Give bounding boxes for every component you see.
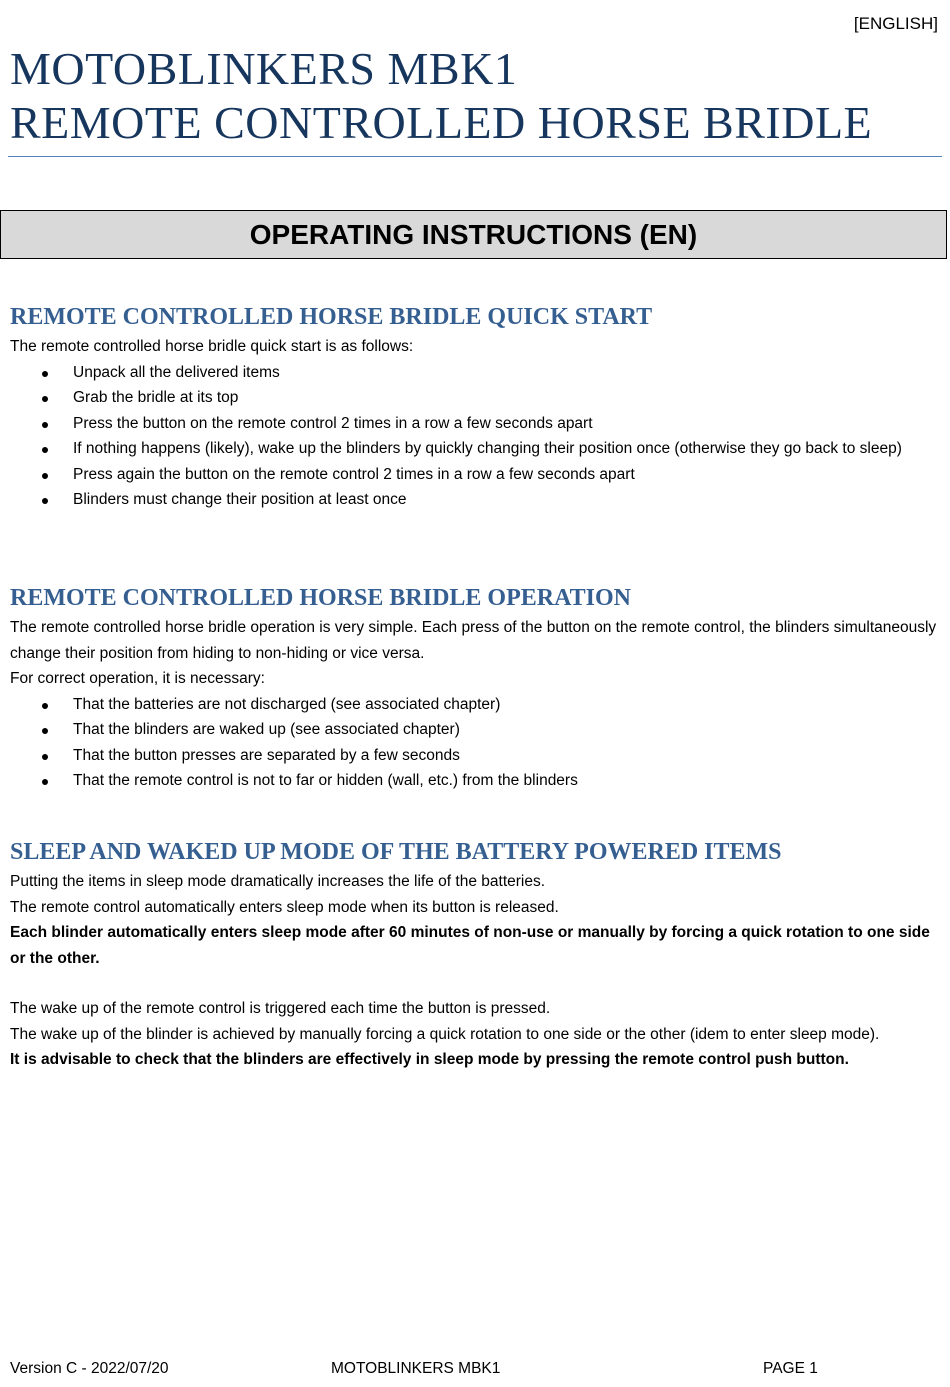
list-item: Blinders must change their position at least once xyxy=(10,487,940,513)
sleep-mode-p4: The wake up of the remote control is triggered each time the button is pressed. xyxy=(10,1000,551,1017)
list-item: Unpack all the delivered items xyxy=(10,360,940,386)
list-item: Press the button on the remote control 2 times in a row a few seconds apart xyxy=(10,411,940,437)
sleep-mode-section xyxy=(10,837,940,1073)
title-line-2: REMOTE CONTROLLED HORSE BRIDLE xyxy=(10,97,873,148)
bullet-icon xyxy=(42,728,48,734)
spacer xyxy=(10,971,940,996)
quick-start-section xyxy=(10,302,940,513)
bullet-icon xyxy=(42,447,48,453)
operation-list xyxy=(10,692,940,794)
list-item: That the remote control is not to far or hidden (wall, etc.) from the blinders xyxy=(10,768,940,794)
bullet-icon xyxy=(42,422,48,428)
bullet-icon xyxy=(42,703,48,709)
list-item: If nothing happens (likely), wake up the blinders by quickly changing their position once (otherwise they go back to sleep) xyxy=(10,436,940,462)
footer-page-number: PAGE 1 xyxy=(763,1360,818,1377)
bullet-icon xyxy=(42,371,48,377)
bullet-icon xyxy=(42,754,48,760)
operation-heading: REMOTE CONTROLLED HORSE BRIDLE OPERATION xyxy=(10,585,631,611)
list-item: Grab the bridle at its top xyxy=(10,385,940,411)
bullet-icon xyxy=(42,396,48,402)
list-item: That the batteries are not discharged (see associated chapter) xyxy=(10,692,940,718)
footer-product: MOTOBLINKERS MBK1 xyxy=(331,1360,501,1377)
bullet-icon xyxy=(42,473,48,479)
list-item: That the blinders are waked up (see associated chapter) xyxy=(10,717,940,743)
quick-start-list xyxy=(10,360,940,513)
sleep-mode-p1: Putting the items in sleep mode dramatically increases the life of the batteries. xyxy=(10,873,546,890)
sleep-mode-p3: Each blinder automatically enters sleep mode after 60 minutes of non-use or manually by forcing a quick rotation to one side or the other. xyxy=(10,924,930,967)
title-divider xyxy=(8,156,942,157)
operation-requirement-intro: For correct operation, it is necessary: xyxy=(10,670,265,687)
bullet-icon xyxy=(42,498,48,504)
document-title xyxy=(10,42,940,150)
banner-text: OPERATING INSTRUCTIONS (EN) xyxy=(249,218,698,250)
list-item: Press again the button on the remote control 2 times in a row a few seconds apart xyxy=(10,462,940,488)
list-item: That the button presses are separated by a few seconds xyxy=(10,743,940,769)
operation-intro: The remote controlled horse bridle operation is very simple. Each press of the button on the remote control, the blinders simultaneously change their position from hiding to non-hiding or vice versa. xyxy=(10,619,937,662)
title-line-1: MOTOBLINKERS MBK1 xyxy=(10,43,518,94)
sleep-mode-heading: SLEEP AND WAKED UP MODE OF THE BATTERY POWERED ITEMS xyxy=(10,839,782,865)
quick-start-intro: The remote controlled horse bridle quick start is as follows: xyxy=(10,338,414,355)
language-tag: [ENGLISH] xyxy=(853,14,938,33)
sleep-mode-p5: The wake up of the blinder is achieved by manually forcing a quick rotation to one side or the other (idem to enter sleep mode). xyxy=(10,1025,880,1043)
operating-instructions-banner xyxy=(0,210,947,259)
bullet-icon xyxy=(42,779,48,785)
sleep-mode-p6: It is advisable to check that the blinders are effectively in sleep mode by pressing the remote control push button. xyxy=(10,1051,849,1068)
operation-section xyxy=(10,583,940,794)
footer-version: Version C - 2022/07/20 xyxy=(10,1360,169,1377)
sleep-mode-p2: The remote control automatically enters sleep mode when its button is released. xyxy=(10,898,559,916)
quick-start-heading: REMOTE CONTROLLED HORSE BRIDLE QUICK START xyxy=(10,304,653,330)
